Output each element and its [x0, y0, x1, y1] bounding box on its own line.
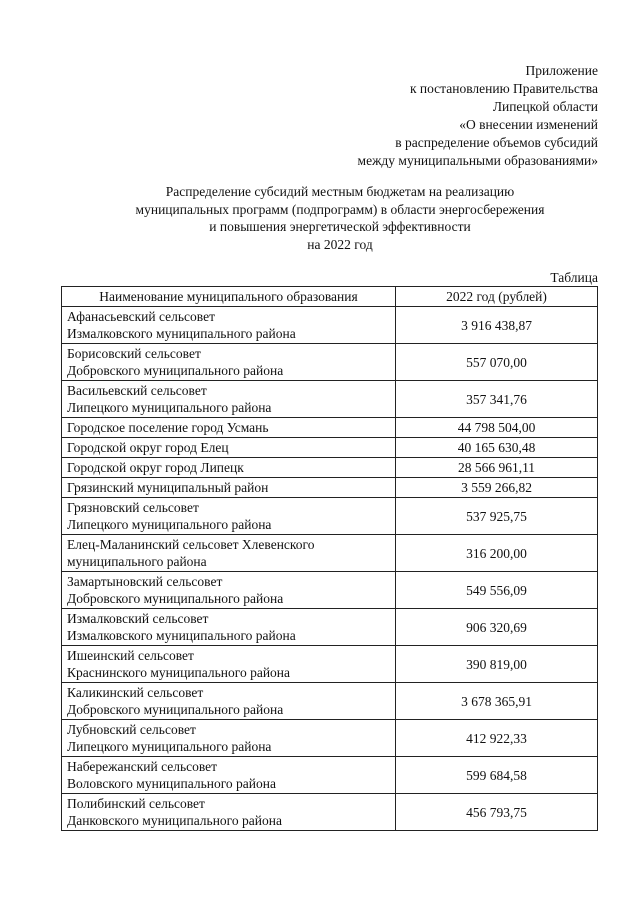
amount-cell: 3 678 365,91	[396, 683, 598, 720]
municipality-district: Добровского муниципального района	[67, 363, 284, 378]
amount-cell: 390 819,00	[396, 646, 598, 683]
municipality-name: Лубновский сельсовет	[67, 722, 196, 737]
municipality-district: Липецкого муниципального района	[67, 400, 272, 415]
municipality-cell	[62, 478, 396, 498]
municipality-cell	[62, 794, 396, 831]
municipality-district: Добровского муниципального района	[67, 702, 284, 717]
table-row	[62, 478, 598, 498]
municipality-cell	[62, 646, 396, 683]
table-row	[62, 418, 598, 438]
municipality-cell	[62, 307, 396, 344]
header-name: Наименование муниципального образования	[62, 287, 396, 307]
title-line: и повышения энергетической эффективности	[209, 219, 471, 234]
amount-cell: 3 916 438,87	[396, 307, 598, 344]
municipality-cell	[62, 609, 396, 646]
amount-cell: 537 925,75	[396, 498, 598, 535]
table-row	[62, 683, 598, 720]
municipality-name: Замартыновский сельсовет	[67, 574, 223, 589]
municipality-cell	[62, 418, 396, 438]
municipality-name: Полибинский сельсовет	[67, 796, 205, 811]
table-row	[62, 646, 598, 683]
table-row	[62, 381, 598, 418]
appendix-line: между муниципальными образованиями»	[357, 153, 598, 168]
appendix-line: Липецкой области	[492, 99, 598, 114]
document-title	[60, 183, 620, 253]
municipality-cell	[62, 381, 396, 418]
appendix-line: Приложение	[525, 63, 598, 78]
table-row	[62, 307, 598, 344]
table-row	[62, 757, 598, 794]
municipality-name: Городской округ город Липецк	[67, 460, 244, 475]
table-row	[62, 535, 598, 572]
municipality-district: Данковского муниципального района	[67, 813, 282, 828]
appendix-line: «О внесении изменений	[459, 117, 598, 132]
municipality-name: Афанасьевский сельсовет	[67, 309, 215, 324]
amount-cell: 44 798 504,00	[396, 418, 598, 438]
municipality-district: Измалковского муниципального района	[67, 628, 296, 643]
header-amount: 2022 год (рублей)	[396, 287, 598, 307]
appendix-line: к постановлению Правительства	[409, 81, 598, 96]
appendix-line: в распределение объемов субсидий	[395, 135, 598, 150]
municipality-cell	[62, 438, 396, 458]
table-row	[62, 344, 598, 381]
municipality-cell	[62, 344, 396, 381]
amount-cell: 549 556,09	[396, 572, 598, 609]
municipality-name: Набережанский сельсовет	[67, 759, 218, 774]
title-line: муниципальных программ (подпрограмм) в области энергосбережения	[135, 201, 545, 217]
municipality-name: Ишеинский сельсовет	[67, 648, 194, 663]
municipality-cell	[62, 683, 396, 720]
table-row	[62, 458, 598, 478]
table-row	[62, 572, 598, 609]
amount-cell: 906 320,69	[396, 609, 598, 646]
municipality-name: Измалковский сельсовет	[67, 611, 209, 626]
amount-cell: 316 200,00	[396, 535, 598, 572]
municipality-district: муниципального района	[67, 554, 207, 569]
municipality-name: Грязинский муниципальный район	[67, 480, 269, 495]
title-line: на 2022 год	[307, 236, 373, 252]
municipality-district: Добровского муниципального района	[67, 591, 284, 606]
municipality-cell	[62, 757, 396, 794]
amount-cell: 599 684,58	[396, 757, 598, 794]
amount-cell: 357 341,76	[396, 381, 598, 418]
municipality-name: Городской округ город Елец	[67, 440, 229, 455]
municipality-cell	[62, 720, 396, 757]
table-row	[62, 609, 598, 646]
municipality-district: Воловского муниципального района	[67, 776, 276, 791]
appendix-header	[358, 62, 598, 170]
title-line: Распределение субсидий местным бюджетам на реализацию	[165, 184, 515, 199]
municipality-name: Борисовский сельсовет	[67, 346, 201, 361]
table-label: Таблица	[550, 270, 598, 285]
table-row	[62, 794, 598, 831]
table-row	[62, 498, 598, 535]
municipality-name: Елец-Маланинский сельсовет Хлевенского	[67, 537, 315, 552]
municipality-district: Липецкого муниципального района	[67, 517, 272, 532]
amount-cell: 3 559 266,82	[396, 478, 598, 498]
amount-cell: 456 793,75	[396, 794, 598, 831]
municipality-cell	[62, 458, 396, 478]
municipality-district: Краснинского муниципального района	[67, 665, 291, 680]
municipality-district: Измалковского муниципального района	[67, 326, 296, 341]
table-row	[62, 720, 598, 757]
municipality-cell	[62, 535, 396, 572]
amount-cell: 40 165 630,48	[396, 438, 598, 458]
municipality-district: Липецкого муниципального района	[67, 739, 272, 754]
municipality-cell	[62, 498, 396, 535]
subsidy-table	[61, 286, 598, 831]
table-row	[62, 438, 598, 458]
municipality-cell	[62, 572, 396, 609]
municipality-name: Каликинский сельсовет	[67, 685, 204, 700]
amount-cell: 557 070,00	[396, 344, 598, 381]
municipality-name: Городское поселение город Усмань	[67, 420, 269, 435]
municipality-name: Васильевский сельсовет	[67, 383, 207, 398]
table-header-row	[62, 287, 598, 307]
municipality-name: Грязновский сельсовет	[67, 500, 199, 515]
amount-cell: 412 922,33	[396, 720, 598, 757]
amount-cell: 28 566 961,11	[396, 458, 598, 478]
